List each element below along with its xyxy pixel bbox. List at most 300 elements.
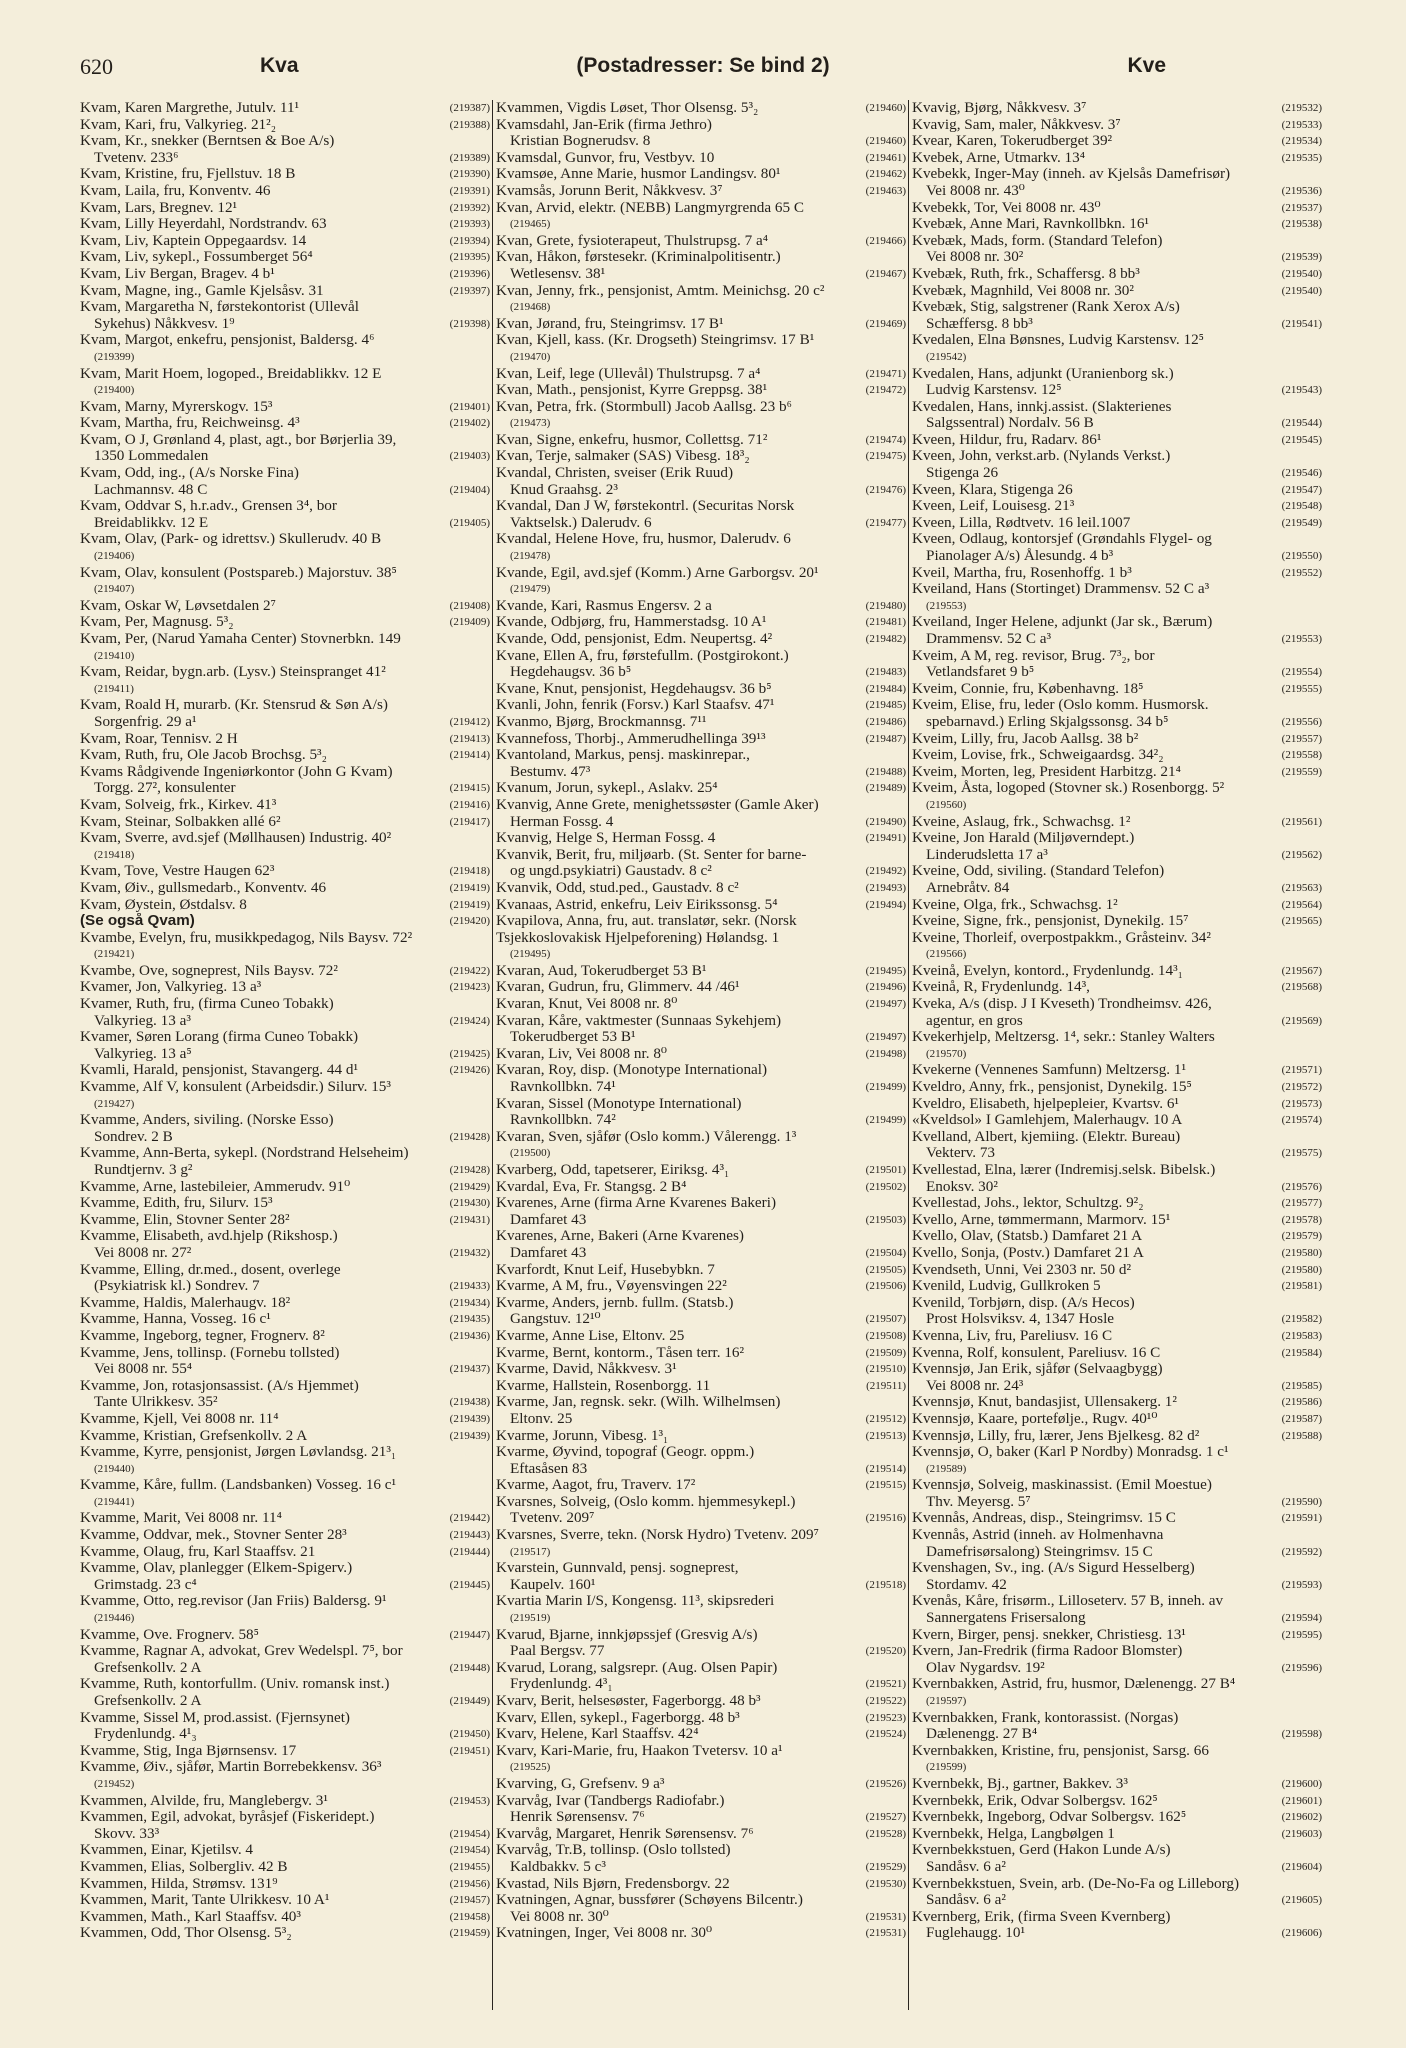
entry-phone-number: (219598) [1281, 1728, 1322, 1741]
entry-text: Kvebæk, Magnhild, Vei 8008 nr. 30² [912, 282, 1134, 299]
entry-phone-number: (219396) [449, 267, 490, 280]
entry-continuation [496, 1577, 906, 1594]
entry-text: Arnebråtv. 84 [926, 879, 1010, 896]
directory-entry [912, 266, 1322, 283]
entry-phone-number: (219448) [449, 1661, 490, 1674]
entry-phone-number: (219583) [1281, 1329, 1322, 1342]
directory-entry [496, 448, 906, 465]
entry-text: Kvam, Liv, sykepl., Fossumberget 56⁴ [80, 249, 313, 266]
entry-phone-number: (219436) [449, 1329, 490, 1342]
entry-phone-number: (219422) [449, 964, 490, 977]
entry-phone-number: (219566) [926, 948, 967, 961]
directory-entry [496, 1361, 906, 1378]
entry-phone-number: (219573) [1281, 1097, 1322, 1110]
directory-entry [80, 1710, 490, 1727]
directory-entry [912, 996, 1322, 1013]
entry-phone-number: (219537) [1281, 201, 1322, 214]
entry-phone-number: (219557) [1281, 732, 1322, 745]
entry-phone-number: (219505) [865, 1263, 906, 1276]
entry-text: Kvanvig, Anne Grete, menighetssøster (Gamle Aker) [496, 796, 819, 813]
entry-text: Kvarvåg, Ivar (Tandbergs Radiofabr.) [496, 1792, 725, 1809]
directory-entry [496, 830, 906, 847]
directory-entry [80, 1809, 490, 1826]
entry-text: Kvamme, Kristian, Grefsenkollv. 2 A [80, 1427, 308, 1444]
entry-phone-number: (219506) [865, 1280, 906, 1293]
entry-text: Kvamme, Elisabeth, avd.hjelp (Rikshosp.) [80, 1228, 338, 1245]
header-last-entry-guide: Kve [1127, 54, 1166, 77]
directory-entry [80, 697, 490, 714]
entry-text: Kvam, Roald H, murarb. (Kr. Stensrud & Søn A/s) [80, 697, 388, 714]
entry-continuation [496, 1909, 906, 1926]
entry-continuation [80, 316, 490, 333]
entry-text: Kvarme, Hallstein, Rosenborgg. 11 [496, 1377, 711, 1394]
entry-phone-number: (219477) [865, 516, 906, 529]
entry-continuation [496, 1311, 906, 1328]
directory-entry [912, 1278, 1322, 1295]
entry-text: Kvam, Liv, Kaptein Oppegaardsv. 14 [80, 232, 307, 249]
entry-continuation [80, 1162, 490, 1179]
entry-continuation [496, 764, 906, 781]
entry-phone-number: (219511) [866, 1379, 906, 1392]
entry-text: Kvan, Kjell, kass. (Kr. Drogseth) Steingrimsv. 17 B¹ [496, 332, 815, 349]
entry-text: Kvamme, Alf V, konsulent (Arbeidsdir.) Silurv. 15³ [80, 1079, 391, 1096]
entry-text: Kvernbekkstuen, Gerd (Hakon Lunde A/s) [912, 1842, 1171, 1859]
entry-phone-number: (219449) [449, 1695, 490, 1707]
entry-text: Kveil, Martha, fru, Rosenhoffg. 1 b³ [912, 564, 1132, 581]
directory-entry [912, 979, 1322, 996]
directory-entry [80, 1842, 490, 1859]
entry-phone-number: (219585) [1281, 1379, 1322, 1392]
directory-entry [912, 764, 1322, 781]
entry-text: Dælenengg. 27 B⁴ [926, 1726, 1038, 1743]
directory-entry [80, 863, 490, 880]
entry-phone-number: (219542) [926, 350, 967, 363]
directory-entry [912, 747, 1322, 764]
entry-text: Kveine, Odd, siviling. (Standard Telefon) [912, 863, 1165, 880]
directory-entry [496, 1013, 906, 1030]
directory-entry [912, 1361, 1322, 1378]
entry-text: Kvan, Håkon, førstesekr. (Kriminalpolitisentr.) [496, 249, 781, 266]
directory-entry [80, 1195, 490, 1212]
entry-text: Kvam, Karen Margrethe, Jutulv. 11¹ [80, 100, 300, 116]
entry-text: Kvanmo, Bjørg, Brockmannsg. 7¹¹ [496, 713, 707, 730]
entry-text: Kvaran, Liv, Vei 8008 nr. 8⁰ [496, 1045, 668, 1062]
entry-phone-number: (219578) [1281, 1213, 1322, 1226]
entry-text: Kvannefoss, Thorbj., Ammerudhellinga 39¹³ [496, 730, 766, 747]
entry-text: Kvarv, Ellen, sykepl., Fagerborgg. 48 b³ [496, 1709, 740, 1726]
entry-text: Kvam, Solveig, frk., Kirkev. 41³ [80, 796, 277, 813]
entry-continuation [912, 183, 1322, 200]
directory-entry [80, 1643, 490, 1660]
directory-entry [912, 1245, 1322, 1262]
entry-text: Kvam, Oskar W, Løvsetdalen 2⁷ [80, 597, 276, 614]
entry-phone-number: (219437) [449, 1363, 490, 1376]
entry-text: Kvam, Liv Bergan, Bragev. 4 b¹ [80, 265, 275, 282]
entry-continuation [912, 1311, 1322, 1328]
directory-entry [912, 1909, 1322, 1926]
entry-text: Kveen, Klara, Stigenga 26 [912, 481, 1073, 498]
entry-text: Kvebek, Arne, Utmarkv. 13⁴ [912, 149, 1086, 166]
entry-text: Kvello, Arne, tømmermann, Marmorv. 15¹ [912, 1211, 1171, 1228]
entry-continuation [912, 714, 1322, 731]
directory-entry [80, 283, 490, 300]
entry-phone-number: (219446) [94, 1612, 135, 1625]
directory-entry [496, 1129, 906, 1146]
entry-text: Kveim, Lilly, fru, Jacob Aallsg. 38 b² [912, 730, 1139, 747]
entry-phone-number: (219535) [1281, 151, 1322, 164]
entry-continuation [912, 465, 1322, 482]
entry-text: Kveine, Olga, frk., Schwachsg. 1² [912, 896, 1118, 913]
entry-text: Kvanaas, Astrid, enkefru, Leiv Eirikssonsg. 5⁴ [496, 896, 778, 913]
entry-text: Kvamme, Oddvar, mek., Stovner Senter 28³ [80, 1527, 347, 1544]
entry-continuation [496, 1079, 906, 1096]
entry-continuation [912, 1925, 1322, 1942]
entry-text: Kvam, Lars, Bregnev. 12¹ [80, 199, 238, 216]
entry-phone-number: (219521) [865, 1678, 906, 1691]
listing-column-1 [80, 100, 490, 2010]
entry-phone-number: (219442) [449, 1512, 490, 1525]
entry-text: Kvamme, Marit, Vei 8008 nr. 11⁴ [80, 1510, 282, 1527]
entry-phone-number: (219454) [449, 1827, 490, 1840]
entry-phone-number: (219467) [865, 267, 906, 280]
directory-entry [496, 963, 906, 980]
directory-entry [912, 1510, 1322, 1527]
entry-phone-number: (219520) [865, 1645, 906, 1658]
directory-entry [80, 1676, 490, 1693]
entry-text: Valkyrieg. 13 a⁵ [94, 1045, 192, 1062]
entry-text: Lachmannsv. 48 C [94, 481, 208, 498]
entry-text: Kvennås, Astrid (inneh. av Holmenhavna [912, 1527, 1164, 1544]
directory-entry [80, 1925, 490, 1942]
entry-phone-number: (219461) [865, 151, 906, 164]
directory-entry [496, 1876, 906, 1893]
directory-entry [912, 1743, 1322, 1760]
entry-phone-number: (219392) [449, 201, 490, 214]
entry-continuation [496, 863, 906, 880]
entry-text: Kvarv, Helene, Karl Staaffsv. 42⁴ [496, 1726, 699, 1743]
entry-text: Kvenshagen, Sv., ing. (A/s Sigurd Hesselberg) [912, 1560, 1195, 1577]
entry-phone-number: (219605) [1281, 1894, 1322, 1907]
entry-text: Vaktselsk.) Dalerudv. 6 [510, 514, 652, 531]
entry-phone-number: (219589) [926, 1462, 967, 1475]
directory-entry [80, 979, 490, 996]
entry-continuation [912, 1544, 1322, 1561]
directory-entry [912, 1643, 1322, 1660]
entry-phone-number: (219487) [865, 732, 906, 745]
entry-text: Kvarfordt, Knut Leif, Husebybkn. 7 [496, 1261, 715, 1278]
directory-entry [912, 897, 1322, 914]
entry-text: Kvande, Odd, pensjonist, Edm. Neupertsg. 4² [496, 631, 773, 647]
directory-entry [912, 482, 1322, 499]
directory-entry [80, 1079, 490, 1096]
entry-phone-number: (219439) [449, 1429, 490, 1442]
entry-text: Kvennsjø, Knut, bandasjist, Ullensakerg. 1² [912, 1394, 1177, 1411]
entry-text: Kveen, Lilla, Rødtvetv. 16 leil.1007 [912, 514, 1131, 531]
entry-text: Kvan, Math., pensjonist, Kyrre Greppsg. 38¹ [496, 382, 768, 399]
directory-entry [496, 150, 906, 167]
entry-continuation [80, 714, 490, 731]
directory-entry [912, 366, 1322, 383]
entry-text: Kvenna, Rolf, konsulent, Pareliusv. 16 C [912, 1344, 1161, 1361]
directory-entry [912, 565, 1322, 582]
entry-text: Kvamme, Jon, rotasjonsassist. (A/s Hjemmet) [80, 1377, 359, 1394]
entry-phone-number: (219562) [1281, 848, 1322, 861]
entry-phone-number: (219492) [865, 865, 906, 878]
directory-entry [496, 1693, 906, 1710]
entry-text: Kvan, Jørand, fru, Steingrimsv. 17 B¹ [496, 315, 724, 332]
entry-text: Kvamme, Elin, Stovner Senter 28² [80, 1211, 290, 1228]
entry-text: og ungd.psykiatri) Gaustadv. 8 c² [510, 863, 712, 880]
entry-phone-number: (219408) [449, 599, 490, 612]
directory-entry [496, 797, 906, 814]
directory-entry [496, 1477, 906, 1494]
directory-entry [80, 1411, 490, 1428]
directory-entry [496, 249, 906, 266]
entry-text: Pianolager A/s) Ålesundg. 4 b³ [926, 548, 1114, 565]
entry-text: Kvammen, Egil, advokat, byråsjef (Fiskeridept.) [80, 1809, 375, 1826]
entry-phone-number: (219457) [449, 1894, 490, 1907]
entry-text: Kvam, Martha, fru, Reichweinsg. 4³ [80, 415, 300, 432]
entry-phone-number: (219502) [865, 1180, 906, 1193]
entry-phone-number: (219399) [94, 350, 135, 363]
directory-entry [80, 814, 490, 831]
entry-phone-number: (219572) [1281, 1081, 1322, 1094]
directory-entry [496, 1378, 906, 1395]
entry-phone-number: (219468) [510, 301, 551, 314]
directory-entry [80, 233, 490, 250]
entry-text: Kvam, Øiv., gullsmedarb., Konventv. 46 [80, 879, 327, 896]
entry-phone-number: (219524) [865, 1728, 906, 1741]
directory-entry [80, 1262, 490, 1279]
directory-entry [80, 1378, 490, 1395]
entry-text: Kvammen, Elias, Solbergliv. 42 B [80, 1858, 288, 1875]
entry-phone-number: (219584) [1281, 1346, 1322, 1359]
entry-text: Kvanli, John, fenrik (Forsv.) Karl Staafsv. 47¹ [496, 697, 775, 714]
entry-phone-number: (219587) [1281, 1412, 1322, 1425]
entry-phone-number: (219580) [1281, 1246, 1322, 1259]
listing-column-2 [496, 100, 906, 2010]
entry-text: Kvam, Kristine, fru, Fjellstuv. 18 B [80, 166, 296, 183]
entry-continuation [80, 1394, 490, 1411]
entry-phone-number: (219413) [449, 732, 490, 745]
entry-phone-number: (219489) [865, 782, 906, 795]
entry-phone-number: (219400) [94, 384, 135, 397]
directory-entry [912, 648, 1322, 665]
entry-phone-number: (219391) [449, 184, 490, 197]
entry-text: Kvam, Margot, enkefru, pensjonist, Baldersg. 4⁶ [80, 332, 375, 349]
entry-phone-number: (219554) [1281, 666, 1322, 679]
directory-entry [912, 1527, 1322, 1544]
entry-text: Kveine, Aslaug, frk., Schwachsg. 1² [912, 813, 1131, 830]
entry-continuation [80, 1693, 490, 1710]
entry-continuation [912, 415, 1322, 432]
entry-phone-number: (219527) [865, 1811, 906, 1824]
entry-phone-number: (219438) [449, 1396, 490, 1409]
entry-phone-number: (219569) [1281, 1014, 1322, 1027]
entry-text: Kvande, Odbjørg, fru, Hammerstadsg. 10 A¹ [496, 614, 767, 631]
entry-phone-number: (219426) [449, 1064, 490, 1077]
directory-entry [80, 1892, 490, 1909]
directory-entry [80, 498, 490, 515]
directory-entry [912, 216, 1322, 233]
entry-text: Kvamme, Ragnar A, advokat, Grev Wedelspl. 7⁵, bor [80, 1643, 403, 1660]
directory-entry [80, 764, 490, 781]
directory-entry [80, 266, 490, 283]
directory-entry [496, 714, 906, 731]
entry-text: Kveim, Åsta, logoped (Stovner sk.) Rosenborgg. 5² [912, 780, 1225, 797]
directory-entry [912, 332, 1322, 349]
entry-text: Kvan, Arvid, elektr. (NEBB) Langmyrgrenda 65 C [496, 199, 805, 216]
entry-text: Kvam, Reidar, bygn.arb. (Lysv.) Steinspranget 41² [80, 664, 386, 681]
entry-phone-number: (219411) [94, 682, 134, 695]
entry-phone-number: (219444) [449, 1545, 490, 1558]
entry-text: Schæffersg. 8 bb³ [926, 315, 1033, 332]
entry-text: Kvavig, Sam, maler, Nåkkvesv. 3⁷ [912, 116, 1121, 133]
entry-phone-number: (219428) [449, 1164, 490, 1176]
entry-text: Kvanvik, Berit, fru, miljøarb. (St. Senter for barne- [496, 846, 807, 863]
entry-text: Sandåsv. 6 a² [926, 1892, 1006, 1909]
entry-text: Kvamme, Kyrre, pensjonist, Jørgen Løvlandsg. 21³₁ [80, 1444, 397, 1461]
entry-phone-number: (219416) [449, 798, 490, 811]
entry-phone-number: (219574) [1281, 1114, 1322, 1127]
entry-continuation [912, 1577, 1322, 1594]
directory-entry [912, 1809, 1322, 1826]
directory-entry [80, 731, 490, 748]
entry-text: Kvatningen, Agnar, bussfører (Schøyens Bilcentr.) [496, 1892, 803, 1909]
directory-entry [496, 1328, 906, 1345]
entry-text: Kveine, Jon Harald (Miljøverndept.) [912, 830, 1135, 847]
entry-text: Vei 8008 nr. 30² [926, 249, 1024, 266]
entry-text: Kvan, Leif, lege (Ullevål) Thulstrupsg. 7 a⁴ [496, 365, 761, 382]
entry-continuation [496, 1676, 906, 1693]
directory-entry [80, 747, 490, 764]
entry-text: Kvarme, Anders, jernb. fullm. (Statsb.) [496, 1294, 734, 1311]
entry-text: Olav Nygardsv. 19² [926, 1659, 1045, 1676]
entry-text: Grefsenkollv. 2 A [94, 1693, 202, 1709]
entry-phone-number: (219539) [1281, 251, 1322, 264]
directory-entry [496, 382, 906, 399]
directory-entry [496, 233, 906, 250]
directory-entry [496, 1527, 906, 1544]
entry-text: Breidablikkv. 12 E [94, 514, 209, 531]
directory-entry [80, 614, 490, 631]
entry-text: Kvammen, Alvilde, fru, Manglebergv. 3¹ [80, 1792, 328, 1809]
directory-entry [496, 1278, 906, 1295]
directory-entry [912, 780, 1322, 797]
entry-text: Kvelland, Albert, kjemiing. (Elektr. Bureau) [912, 1128, 1181, 1145]
entry-continuation [912, 880, 1322, 897]
entry-text: Kvello, Olav, (Statsb.) Damfaret 21 A [912, 1228, 1143, 1245]
entry-text: Kvarenes, Arne (firma Arne Kvarenes Bakeri) [496, 1195, 777, 1212]
entry-phone-number: (219417) [449, 815, 490, 828]
directory-entry [80, 880, 490, 897]
entry-phone-number: (219540) [1281, 284, 1322, 297]
directory-entry [80, 299, 490, 316]
entry-text: Kvatningen, Inger, Vei 8008 nr. 30⁰ [496, 1925, 713, 1942]
entry-text: Kvande, Kari, Rasmus Engersv. 2 a [496, 597, 712, 614]
entry-continuation [912, 1660, 1322, 1677]
entry-text: Kvebekk, Inger-May (inneh. av Kjelsås Damefrisør) [912, 166, 1231, 183]
entry-phone-number: (219515) [865, 1479, 906, 1492]
entry-phone-number: (219567) [1281, 964, 1322, 977]
entry-phone-number: (219458) [449, 1910, 490, 1923]
entry-phone-number: (219397) [449, 284, 490, 297]
entry-phone-number: (219424) [449, 1014, 490, 1027]
entry-text: Kvamsøe, Anne Marie, husmor Landingsv. 80¹ [496, 166, 781, 183]
entry-text: Sykehus) Nåkkvesv. 1⁹ [94, 315, 235, 332]
entry-text: Kvamli, Harald, pensjonist, Stavangerg. 44 d¹ [80, 1062, 359, 1079]
entry-phone-number: (219593) [1281, 1578, 1322, 1591]
entry-text: Kvan, Terje, salmaker (SAS) Vibesg. 18³₂ [496, 448, 750, 465]
entry-text: Damfaret 43 [510, 1211, 587, 1228]
entry-text: Gangstuv. 12¹⁰ [510, 1311, 601, 1328]
entry-phone-number: (219387) [449, 102, 490, 114]
entry-text: Kvarving, G, Grefsenv. 9 a³ [496, 1775, 665, 1792]
directory-entry [912, 1228, 1322, 1245]
entry-text: Kvenild, Ludvig, Gullkroken 5 [912, 1278, 1101, 1295]
entry-phone-number: (219433) [449, 1280, 490, 1293]
entry-phone-number: (219522) [865, 1695, 906, 1707]
entry-continuation [912, 249, 1322, 266]
entry-phone-number: (219591) [1281, 1512, 1322, 1525]
entry-phone-number: (219452) [94, 1777, 135, 1790]
entry-text: Kvernbekk, Ingeborg, Odvar Solbergsv. 162⁵ [912, 1809, 1187, 1826]
directory-entry [912, 1676, 1322, 1693]
entry-phone-number: (219474) [865, 433, 906, 446]
entry-phone-number: (219459) [449, 1927, 490, 1940]
directory-entry [80, 1527, 490, 1544]
directory-entry [80, 1444, 490, 1461]
entry-text: Kvam, Marit Hoem, logoped., Breidablikkv. 12 E [80, 365, 382, 382]
entry-phone-number: (219432) [449, 1246, 490, 1259]
directory-entry [80, 565, 490, 582]
entry-text: Kvandal, Helene Hove, fru, husmor, Dalerudv. 6 [496, 531, 791, 548]
directory-entry [912, 1062, 1322, 1079]
entry-phone-number: (219453) [449, 1794, 490, 1807]
directory-entry [80, 133, 490, 150]
entry-phone-number: (219510) [865, 1363, 906, 1376]
directory-entry [912, 697, 1322, 714]
header-subtitle: (Postadresser: Se bind 2) [576, 54, 830, 77]
directory-entry [80, 117, 490, 134]
entry-text: Kvedalen, Hans, innkj.assist. (Slakterienes [912, 398, 1172, 415]
entry-phone-number: (219463) [865, 184, 906, 197]
entry-text: Drammensv. 52 C a³ [926, 631, 1052, 647]
entry-text: Kvam, Laila, fru, Konventv. 46 [80, 182, 271, 199]
entry-phone-number: (219546) [1281, 467, 1322, 480]
entry-phone-number: (219528) [865, 1827, 906, 1840]
entry-phone-number: (219497) [865, 998, 906, 1011]
directory-entry [496, 1494, 906, 1511]
directory-entry [912, 531, 1322, 548]
entry-text: Kvamsdal, Gunvor, fru, Vestbyv. 10 [496, 149, 715, 166]
directory-entry [912, 1593, 1322, 1610]
entry-phone-number: (219536) [1281, 184, 1322, 197]
entry-text: Kvam, Roar, Tennisv. 2 H [80, 730, 238, 747]
entry-text: Kveiland, Hans (Stortinget) Drammensv. 52 C a³ [912, 581, 1210, 598]
directory-entry [496, 1295, 906, 1312]
entry-continuation [80, 515, 490, 532]
directory-entry [80, 1328, 490, 1345]
entry-text: Kvams Rådgivende Ingeniørkontor (John G Kvam) [80, 763, 393, 780]
directory-entry [496, 1162, 906, 1179]
entry-continuation [496, 814, 906, 831]
entry-text: Kvarud, Bjarne, innkjøpssjef (Gresvig A/s) [496, 1626, 758, 1643]
directory-entry [912, 1627, 1322, 1644]
directory-entry [80, 366, 490, 383]
directory-entry [496, 531, 906, 548]
entry-phone-number: (219568) [1281, 981, 1322, 994]
